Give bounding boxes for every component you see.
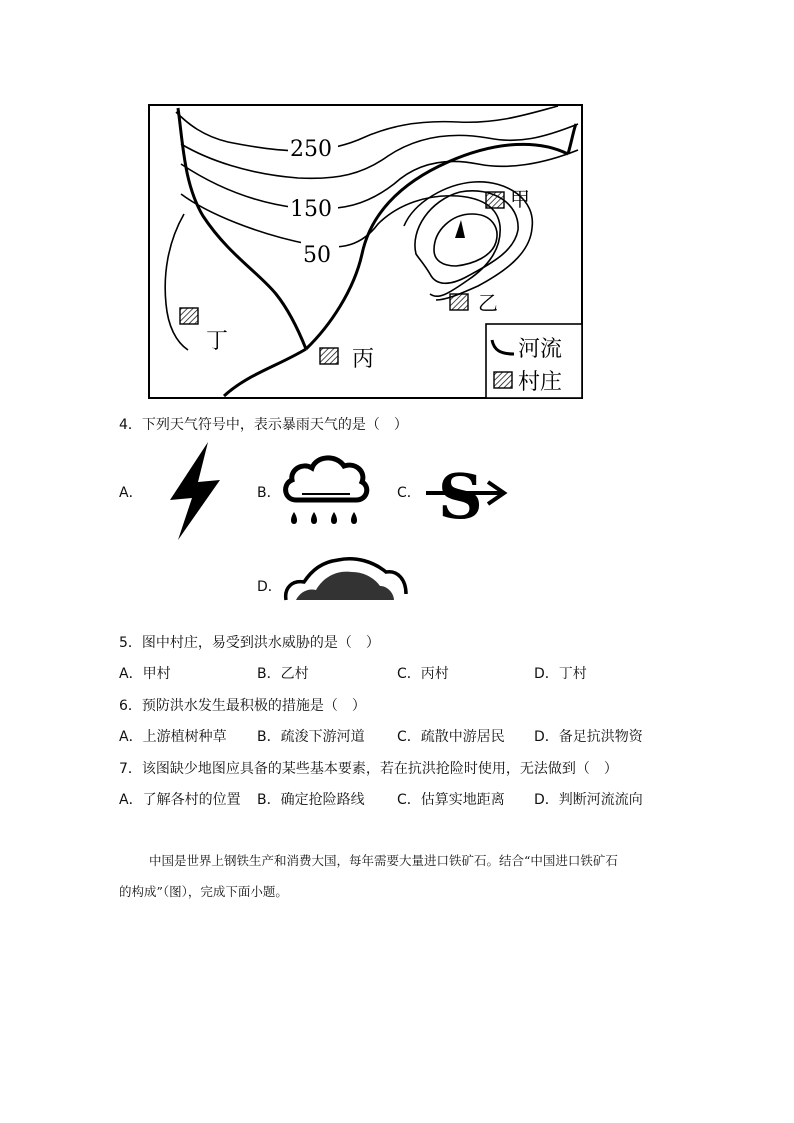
village-label-bing: 丙 bbox=[352, 347, 375, 372]
q6-option-a: A．上游植树种草 bbox=[119, 729, 227, 745]
legend-river-label: 河流 bbox=[518, 337, 563, 362]
village-marker-yi bbox=[450, 294, 468, 310]
village-label-jia: 甲 bbox=[510, 187, 530, 211]
q4-option-a-label: A． bbox=[119, 485, 143, 501]
sandstorm-icon bbox=[424, 462, 512, 524]
q7-option-a: A．了解各村的位置 bbox=[119, 792, 241, 808]
contour-label-50: 50 bbox=[303, 243, 331, 268]
village-label-yi: 乙 bbox=[478, 291, 498, 315]
q6-option-d: D．备足抗洪物资 bbox=[534, 729, 643, 745]
overcast-icon bbox=[282, 552, 410, 602]
q7-option-b: B．确定抢险路线 bbox=[257, 792, 365, 808]
village-label-ding: 丁 bbox=[206, 329, 229, 354]
village-marker-jia bbox=[486, 192, 504, 208]
question-6: 6．预防洪水发生最积极的措施是（ ） bbox=[119, 698, 366, 714]
rain-cloud-icon bbox=[280, 452, 370, 532]
contour-label-250: 250 bbox=[290, 137, 332, 162]
question-4: 4．下列天气符号中，表示暴雨天气的是（ ） bbox=[119, 417, 408, 433]
q4-option-c-label: C． bbox=[397, 485, 421, 501]
q5-option-a: A．甲村 bbox=[119, 666, 171, 682]
q5-option-b: B．乙村 bbox=[257, 666, 309, 682]
q5-option-d: D．丁村 bbox=[534, 666, 587, 682]
contour-label-150: 150 bbox=[290, 197, 332, 222]
question-5: 5．图中村庄，易受到洪水威胁的是（ ） bbox=[119, 635, 380, 651]
passage-line-1: 中国是世界上钢铁生产和消费大国，每年需要大量进口铁矿石。结合“中国进口铁矿石 bbox=[149, 853, 618, 868]
svg-text:S: S bbox=[438, 462, 483, 524]
passage-line-2: 的构成”（图），完成下面小题。 bbox=[119, 884, 288, 899]
legend-village-label: 村庄 bbox=[518, 370, 563, 395]
q7-option-c: C．估算实地距离 bbox=[397, 792, 505, 808]
q4-option-b-label: B． bbox=[257, 485, 281, 501]
question-7: 7．该图缺少地图应具备的某些基本要素，若在抗洪抢险时使用，无法做到（ ） bbox=[119, 761, 618, 777]
lightning-icon bbox=[168, 442, 222, 542]
q5-option-c: C．丙村 bbox=[397, 666, 449, 682]
village-marker-ding bbox=[180, 308, 198, 324]
legend-village-symbol bbox=[494, 372, 512, 388]
contour-map bbox=[148, 104, 584, 400]
village-marker-bing bbox=[320, 348, 338, 364]
q6-option-b: B．疏浚下游河道 bbox=[257, 729, 365, 745]
q4-option-d-label: D． bbox=[257, 579, 282, 595]
q6-option-c: C．疏散中游居民 bbox=[397, 729, 505, 745]
q7-option-d: D．判断河流流向 bbox=[534, 792, 643, 808]
